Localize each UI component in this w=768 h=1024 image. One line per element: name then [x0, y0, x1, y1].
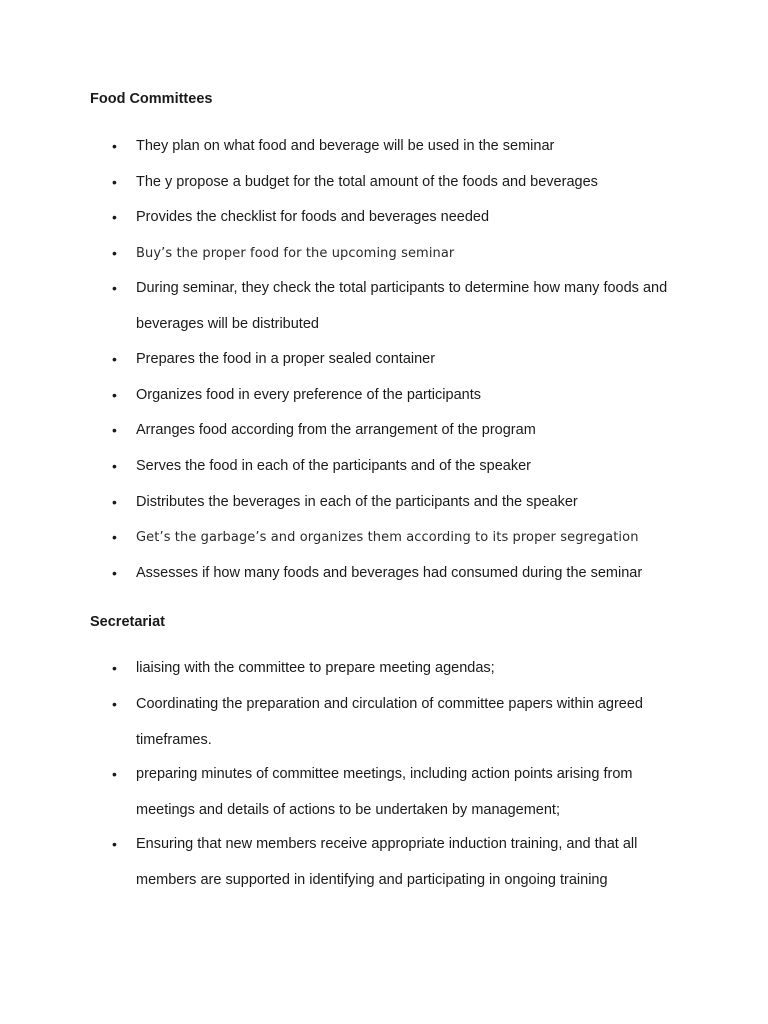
list-item-text: During seminar, they check the total participants to determine how many foods and beverages will be distributed	[136, 280, 668, 332]
bullet-icon: •	[112, 351, 117, 367]
bullet-icon: •	[112, 138, 117, 154]
bullet-icon: •	[112, 245, 117, 261]
list-item-text: Buy’s the proper food for the upcoming seminar	[136, 246, 455, 261]
bullet-icon: •	[112, 458, 117, 474]
list-item-text: Organizes food in every preference of the participants	[136, 387, 481, 403]
list-item	[112, 449, 712, 485]
list-item	[112, 342, 712, 378]
bullet-icon: •	[112, 696, 117, 712]
list-item	[112, 236, 712, 272]
list-item	[112, 687, 692, 758]
bullet-icon: •	[112, 565, 117, 581]
list-item	[112, 413, 712, 449]
list-item-text: Prepares the food in a proper sealed container	[136, 351, 436, 367]
list-item-text: They plan on what food and beverage will be used in the seminar	[136, 138, 555, 154]
list-item	[112, 651, 712, 687]
section-heading-secretariat: Secretariat	[90, 614, 165, 630]
list-item-text: Distributes the beverages in each of the participants and the speaker	[136, 494, 578, 510]
list-item	[112, 165, 712, 201]
list-item-text: Ensuring that new members receive appropriate induction training, and that all members are supported in identifying and participating in ongoing training	[136, 836, 638, 888]
list-item-text: Arranges food according from the arrangement of the program	[136, 422, 536, 438]
list-item	[112, 485, 712, 521]
bullet-icon: •	[112, 280, 117, 296]
bullet-icon: •	[112, 836, 117, 852]
bullet-icon: •	[112, 387, 117, 403]
bullet-icon: •	[112, 422, 117, 438]
list-item	[112, 827, 692, 898]
list-item-text: Assesses if how many foods and beverages had consumed during the seminar	[136, 565, 643, 581]
bullet-icon: •	[112, 660, 117, 676]
list-item-text: Get’s the garbage’s and organizes them according to its proper segregation	[136, 530, 639, 545]
list-item-text: Coordinating the preparation and circulation of committee papers within agreed timeframes.	[136, 696, 643, 748]
bullet-icon: •	[112, 174, 117, 190]
bullet-icon: •	[112, 209, 117, 225]
list-item	[112, 271, 692, 342]
list-item-text: liaising with the committee to prepare meeting agendas;	[136, 660, 495, 676]
section-heading-food-committees: Food Committees	[90, 91, 213, 107]
bullet-icon: •	[112, 494, 117, 510]
list-item	[112, 757, 692, 828]
list-item	[112, 200, 712, 236]
list-item	[112, 378, 712, 414]
list-item	[112, 129, 712, 165]
list-item-text: preparing minutes of committee meetings, including action points arising from meetings and details of actions to be undertaken by management;	[136, 766, 633, 818]
bullet-icon: •	[112, 529, 117, 545]
list-item-text: Provides the checklist for foods and beverages needed	[136, 209, 490, 225]
bullet-icon: •	[112, 766, 117, 782]
list-item-text: Serves the food in each of the participants and of the speaker	[136, 458, 531, 474]
list-item	[112, 520, 712, 556]
list-item	[112, 556, 712, 592]
list-item-text: The y propose a budget for the total amount of the foods and beverages	[136, 174, 598, 190]
